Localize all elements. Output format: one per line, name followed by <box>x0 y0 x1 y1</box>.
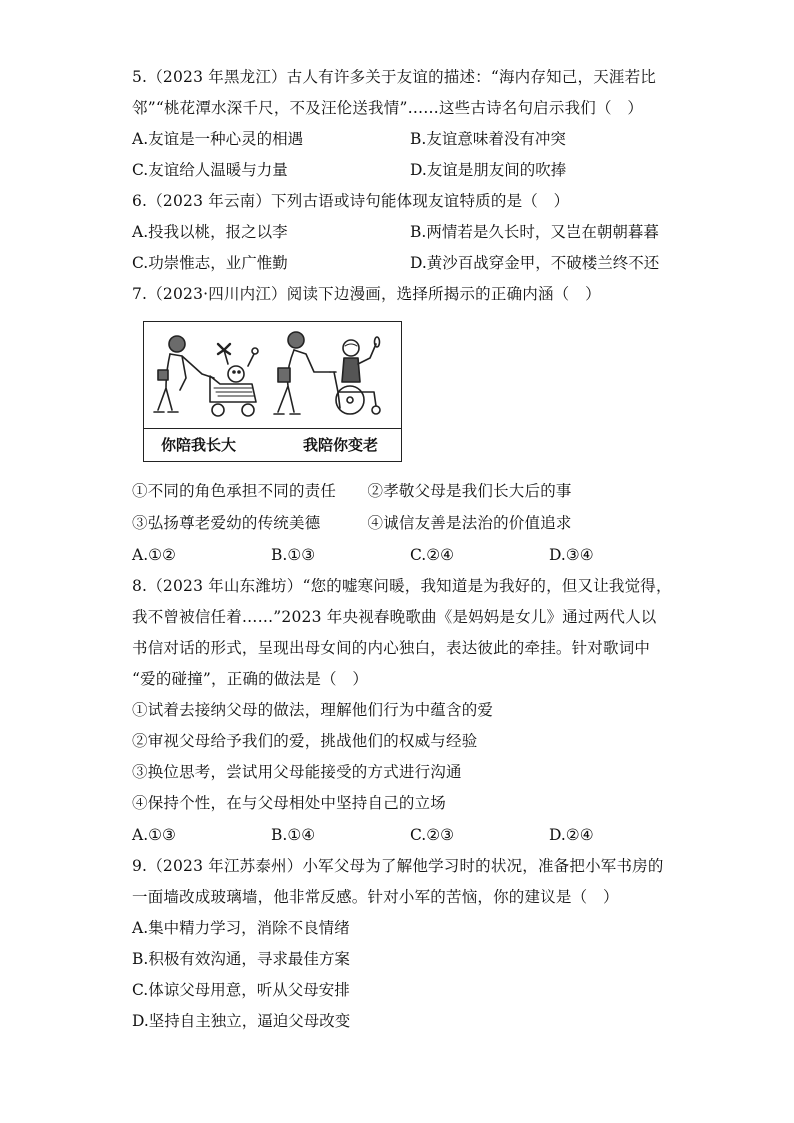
q9-stem-line-2: 一面墙改成玻璃墙，他非常反感。针对小军的苦恼，你的建议是（ ） <box>132 888 619 906</box>
q7-option-c: C.②④ <box>410 546 455 564</box>
q8-option-d: D.②④ <box>549 826 594 844</box>
child-head-right <box>288 332 304 348</box>
caption-right: 我陪你变老 <box>303 436 379 454</box>
q9-option-b: B.积极有效沟通，寻求最佳方案 <box>132 950 350 968</box>
q8-statement-1: ①试着去接纳父母的做法，理解他们行为中蕴含的爱 <box>132 701 494 719</box>
q8-option-a: A.①③ <box>132 826 176 844</box>
caption-left: 你陪我长大 <box>161 436 237 454</box>
q5-option-b: B.友谊意味着没有冲突 <box>410 130 566 148</box>
q8-statement-2: ②审视父母给予我们的爱，挑战他们的权威与经验 <box>132 732 478 750</box>
q8-stem-line-3: 书信对话的形式，呈现出母女间的内心独白，表达彼此的牵挂。针对歌词中 <box>132 639 651 657</box>
q8-stem-line-2: 我不曾被信任着……”2023 年央视春晚歌曲《是妈妈是女儿》通过两代人以 <box>132 608 657 626</box>
q6-option-c: C.功崇惟志，业广惟勤 <box>132 254 288 272</box>
q9-option-c: C.体谅父母用意，听从父母安排 <box>132 981 350 999</box>
q9-option-d: D.坚持自主独立，逼迫父母改变 <box>132 1012 351 1030</box>
q9-stem-line-1: 9.（2023 年江苏泰州）小军父母为了解他学习时的状况，准备把小军书房的 <box>132 857 664 875</box>
q8-option-b: B.①④ <box>271 826 316 844</box>
q7-option-d: D.③④ <box>549 546 594 564</box>
q5-stem-line-2: 邻”“桃花潭水深千尺，不及汪伦送我情”……这些古诗名句启示我们（ ） <box>132 99 644 117</box>
q8-stem-line-4: “爱的碰撞”，正确的做法是（ ） <box>132 670 369 688</box>
q7-cartoon <box>143 321 402 462</box>
q6-stem-line-1: 6.（2023 年云南）下列古语或诗句能体现友谊特质的是（ ） <box>132 192 570 210</box>
q8-statement-4: ④保持个性，在与父母相处中坚持自己的立场 <box>132 794 447 812</box>
q6-option-d: D.黄沙百战穿金甲，不破楼兰终不还 <box>410 254 660 272</box>
q6-option-b: B.两情若是久长时，又岂在朝朝暮暮 <box>410 223 659 241</box>
q8-stem-line-1: 8.（2023 年山东潍坊）“您的嘘寒问暖，我知道是为我好的，但又让我觉得， <box>132 577 672 595</box>
q7-statement-line-1: ①不同的角色承担不同的责任 ②孝敬父母是我们长大后的事 <box>132 482 572 500</box>
q7-option-b: B.①③ <box>271 546 316 564</box>
q9-option-a: A.集中精力学习，消除不良情绪 <box>132 919 350 937</box>
q5-option-d: D.友谊是朋友间的吹捧 <box>410 161 567 179</box>
q5-option-a: A.友谊是一种心灵的相遇 <box>132 130 304 148</box>
q7-stem-line-1: 7.（2023·四川内江）阅读下边漫画，选择所揭示的正确内涵（ ） <box>132 285 601 303</box>
q5-stem-line-1: 5.（2023 年黑龙江）古人有许多关于友谊的描述：“海内存知己，天涯若比 <box>132 68 656 86</box>
q5-option-c: C.友谊给人温暖与力量 <box>132 161 288 179</box>
q7-statement-line-2: ③弘扬尊老爱幼的传统美德 ④诚信友善是法治的价值追求 <box>132 514 572 532</box>
q6-option-a: A.投我以桃，报之以李 <box>132 223 288 241</box>
parent-head-left <box>169 336 185 352</box>
q8-option-c: C.②③ <box>410 826 455 844</box>
q8-statement-3: ③换位思考，尝试用父母能接受的方式进行沟通 <box>132 763 462 781</box>
q7-option-a: A.①② <box>132 546 176 564</box>
cartoon-illustration <box>144 322 400 428</box>
cartoon-divider <box>144 428 401 429</box>
